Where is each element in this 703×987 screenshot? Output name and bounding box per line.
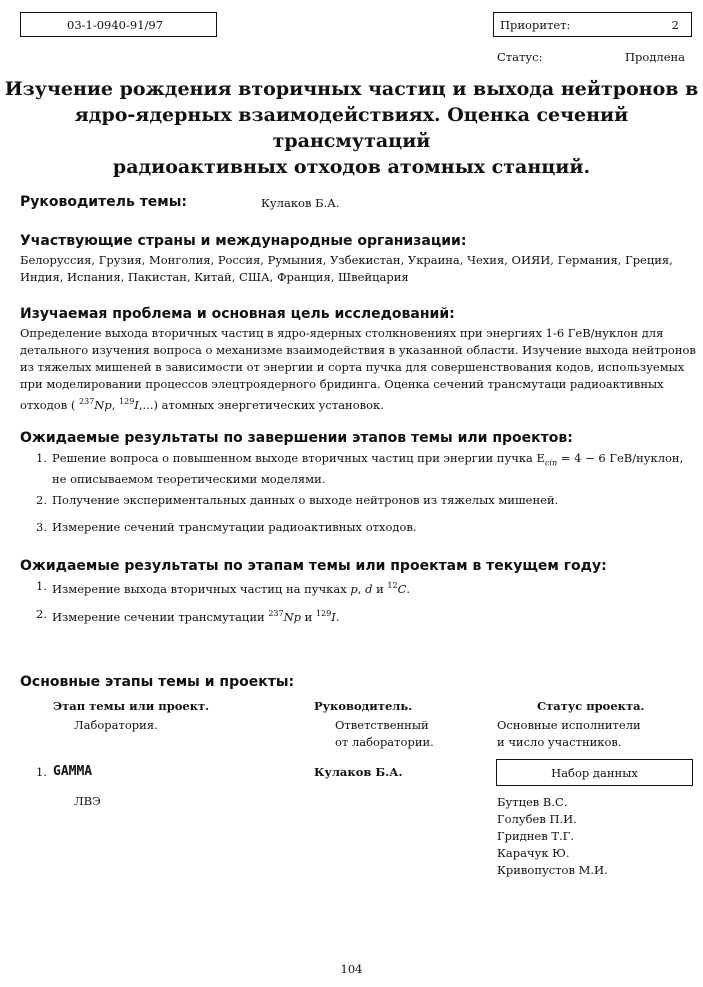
- col-leader-sub-2: от лаборатории.: [335, 735, 434, 749]
- list-item: 2. Измерение сечении трансмутации $^{237}$Np и $^{129}$I.: [36, 607, 340, 624]
- project-code: 03-1-0940-91/97: [67, 18, 164, 32]
- expected-final-heading: Ожидаемые результаты по завершении этапов темы или проектов:: [20, 430, 573, 446]
- leader-name: Кулаков Б.А.: [261, 196, 340, 210]
- priority-box: [493, 12, 692, 37]
- list-item: Гриднев Т.Г.: [497, 829, 574, 843]
- title-line-1: Изучение рождения вторичных частиц и выхода нейтронов в: [4, 78, 699, 100]
- list-item: Голубев П.И.: [497, 812, 577, 826]
- list-item: 1. Измерение выхода вторичных частиц на пучках p, d и $^{12}$C.: [36, 579, 411, 596]
- countries-line-2: Индия, Испания, Пакистан, Китай, США, Франция, Швейцария: [20, 270, 409, 284]
- problem-text: [20, 325, 696, 414]
- col-stage-header: Этап темы или проект.: [53, 699, 210, 713]
- expected-year-heading: Ожидаемые результаты по этапам темы или проектам в текущем году:: [20, 558, 607, 574]
- stage-number: 1.: [36, 765, 47, 779]
- expected-final-list: [20, 450, 700, 535]
- priority-value: 2: [671, 18, 679, 32]
- problem-line-3: из тяжелых мишеней в зависимости от энергии и сорта пучка для совершенствования кодов, используемых: [20, 360, 685, 374]
- list-item: Кривопустов М.И.: [497, 863, 608, 877]
- stages-heading: Основные этапы темы и проекты:: [20, 674, 295, 690]
- problem-line-2: детального изучения вопроса о механизме взаимодействия в указанной области. Изучение выхода нейтронов: [20, 343, 696, 357]
- status-value: Продлена: [625, 50, 686, 64]
- stage-lab: ЛВЭ: [74, 794, 101, 808]
- col-status-sub-2: и число участников.: [497, 735, 622, 749]
- leader-label: Руководитель темы:: [20, 194, 188, 210]
- page-number: 104: [340, 962, 363, 976]
- project-code-box: [20, 12, 217, 37]
- list-item: 1. Решение вопроса о повышенном выходе вторичных частиц при энергии пучка $E_{cin} = 4 - 6$ ГеВ/нуклон, не описываемом теоретическими моделями.: [36, 451, 684, 487]
- title-line-3: радиоактивных отходов атомных станций.: [112, 156, 591, 178]
- countries-line-1: Белоруссия, Грузия, Монголия, Россия, Румыния, Узбекистан, Украина, Чехия, ОИЯИ, Германия, Греция,: [20, 253, 673, 267]
- countries-text: [20, 252, 692, 286]
- stage-leader: Кулаков Б.А.: [314, 765, 403, 779]
- col-stage-subheader: Лаборатория.: [74, 718, 158, 732]
- list-item: Бутцев В.С.: [497, 795, 568, 809]
- problem-line-4: при моделировании процессов элецтроядерного бридинга. Оценка сечений трансмутаци радиоактивных: [20, 377, 664, 391]
- col-status-header: Статус проекта.: [537, 699, 645, 713]
- status-label: Статус:: [497, 50, 543, 64]
- list-item: Карачук Ю.: [497, 846, 570, 860]
- expected-year-list: [20, 578, 700, 625]
- stage-people: [497, 794, 608, 879]
- col-leader-header: Руководитель.: [314, 699, 413, 713]
- problem-line-5: отходов ( $^{237}$Np, $^{129}$I,...) атомных энергетических установок.: [20, 397, 384, 412]
- stage-name: GAMMA: [53, 764, 93, 779]
- stage-status: Набор данных: [551, 766, 638, 780]
- col-leader-sub-1: Ответственный: [335, 718, 429, 732]
- countries-heading: Участвующие страны и международные организации:: [20, 233, 467, 249]
- problem-heading: Изучаемая проблема и основная цель исследований:: [20, 306, 455, 322]
- list-item: 2. Получение экспериментальных данных о выходе нейтронов из тяжелых мишеней.: [36, 493, 559, 507]
- problem-line-1: Определение выхода вторичных частиц в ядро-ядерных столкновениях при энергиях 1-6 ГеВ/нуклон для: [20, 326, 664, 340]
- col-status-sub-1: Основные исполнители: [497, 718, 641, 732]
- title-line-2: ядро-ядерных взаимодействиях. Оценка сечений трансмутаций: [74, 104, 629, 152]
- document-title: [0, 76, 703, 180]
- priority-label: Приоритет:: [500, 18, 571, 32]
- stage-status-box: [496, 759, 693, 786]
- list-item: 3. Измерение сечений трансмутации радиоактивных отходов.: [36, 520, 417, 534]
